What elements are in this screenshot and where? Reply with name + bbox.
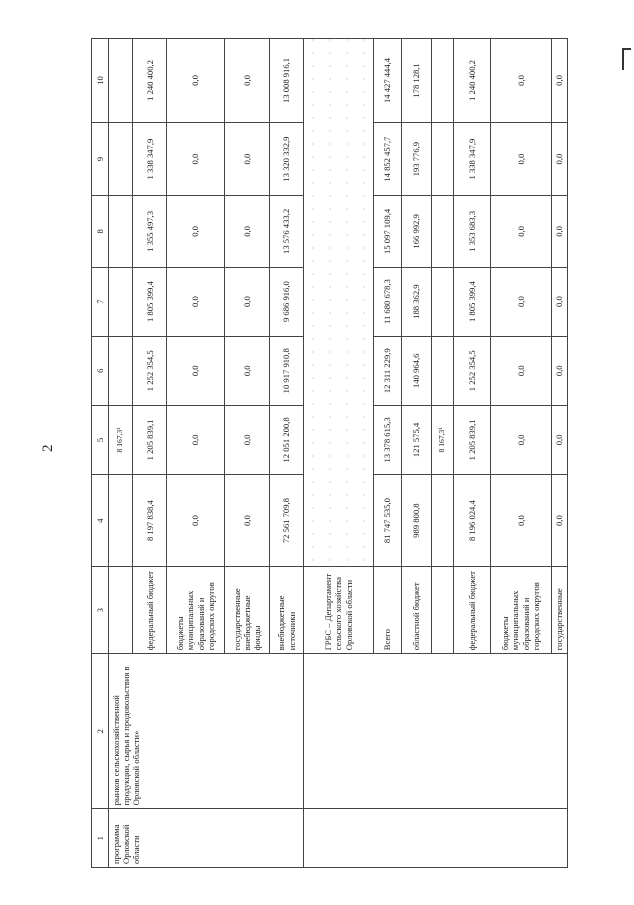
value-cell: 0,0	[225, 267, 270, 336]
value-cell: 1 252 354,5	[453, 336, 490, 405]
value-cell: 193 776,9	[402, 122, 432, 195]
value-cell	[431, 39, 453, 123]
value-cell: 8 167,3¹	[109, 405, 133, 474]
budget-table	[91, 38, 568, 868]
value-cell: 0,0	[225, 122, 270, 195]
value-cell: 8 167,3¹	[431, 405, 453, 474]
value-cell: 1 205 839,1	[453, 405, 490, 474]
value-cell: 1 205 839,1	[133, 405, 167, 474]
value-cell: 1 252 354,5	[133, 336, 167, 405]
header-row	[92, 39, 109, 868]
corner-mark	[622, 50, 624, 70]
empty-cell	[304, 809, 568, 868]
value-cell	[109, 122, 133, 195]
empty-cell	[304, 654, 568, 809]
value-cell: 0,0	[551, 122, 567, 195]
page-number: 2	[40, 444, 56, 452]
empty-cell	[304, 39, 373, 567]
source-cell: бюджеты муниципальных образований и городских округов	[167, 567, 225, 654]
value-cell: 0,0	[225, 196, 270, 267]
value-cell: 0,0	[490, 475, 551, 567]
source-cell: внебюджетные источники	[269, 567, 304, 654]
value-cell	[431, 196, 453, 267]
value-cell: 0,0	[490, 267, 551, 336]
value-cell	[109, 336, 133, 405]
header-cell: 7	[92, 267, 109, 336]
value-cell: 0,0	[225, 39, 270, 123]
value-cell: 13 378 615,3	[373, 405, 401, 474]
value-cell: 0,0	[490, 405, 551, 474]
value-cell: 0,0	[551, 405, 567, 474]
value-cell: 13 320 332,9	[269, 122, 304, 195]
value-cell: 166 992,9	[402, 196, 432, 267]
source-cell: государственные	[551, 567, 567, 654]
table-row	[109, 39, 133, 868]
value-cell: 140 964,6	[402, 336, 432, 405]
header-cell: 6	[92, 336, 109, 405]
table-row	[304, 39, 373, 868]
source-cell: Всего	[373, 567, 401, 654]
value-cell	[109, 475, 133, 567]
value-cell: 0,0	[167, 336, 225, 405]
value-cell: 0,0	[490, 39, 551, 123]
value-cell: 0,0	[551, 196, 567, 267]
header-cell: 1	[92, 809, 109, 868]
source-cell: государственные внебюджетные фонды	[225, 567, 270, 654]
value-cell: 11 680 678,3	[373, 267, 401, 336]
header-cell: 4	[92, 475, 109, 567]
value-cell: 1 353 683,3	[453, 196, 490, 267]
value-cell: 1 240 400,2	[453, 39, 490, 123]
value-cell: 0,0	[225, 475, 270, 567]
value-cell: 72 561 709,8	[269, 475, 304, 567]
value-cell: 0,0	[167, 196, 225, 267]
value-cell: 14 852 457,7	[373, 122, 401, 195]
value-cell: 0,0	[167, 122, 225, 195]
value-cell: 12 311 229,9	[373, 336, 401, 405]
value-cell: 1 805 399,4	[453, 267, 490, 336]
header-cell: 3	[92, 567, 109, 654]
source-cell	[109, 567, 133, 654]
value-cell: 81 747 535,0	[373, 475, 401, 567]
value-cell	[431, 475, 453, 567]
value-cell: 10 917 910,8	[269, 336, 304, 405]
source-cell: федеральный бюджет	[453, 567, 490, 654]
value-cell: 0,0	[225, 405, 270, 474]
value-cell: 1 338 347,9	[453, 122, 490, 195]
value-cell: 121 575,4	[402, 405, 432, 474]
header-cell: 5	[92, 405, 109, 474]
value-cell: 0,0	[490, 196, 551, 267]
source-cell: федеральный бюджет	[133, 567, 167, 654]
value-cell: 0,0	[551, 267, 567, 336]
value-cell: 0,0	[167, 405, 225, 474]
source-cell: областной бюджет	[402, 567, 432, 654]
value-cell: 13 576 433,2	[269, 196, 304, 267]
value-cell	[431, 122, 453, 195]
value-cell: 1 338 347,9	[133, 122, 167, 195]
header-cell: 9	[92, 122, 109, 195]
value-cell	[431, 336, 453, 405]
grbs-cell: ГРБС – Департамент сельского хозяйства Орловской области	[304, 567, 373, 654]
value-cell	[109, 267, 133, 336]
value-cell	[109, 39, 133, 123]
value-cell: 0,0	[167, 267, 225, 336]
rotated-table-container	[91, 38, 568, 868]
value-cell: 1 805 399,4	[133, 267, 167, 336]
value-cell: 178 128,1	[402, 39, 432, 123]
value-cell: 188 362,9	[402, 267, 432, 336]
value-cell	[109, 196, 133, 267]
value-cell: 0,0	[490, 122, 551, 195]
header-cell: 8	[92, 196, 109, 267]
value-cell: 8 197 838,4	[133, 475, 167, 567]
value-cell: 0,0	[551, 336, 567, 405]
value-cell: 0,0	[167, 39, 225, 123]
value-cell: 9 686 916,0	[269, 267, 304, 336]
header-cell: 2	[92, 654, 109, 809]
value-cell: 0,0	[167, 475, 225, 567]
value-cell: 0,0	[551, 39, 567, 123]
value-cell: 0,0	[490, 336, 551, 405]
program-name-cell: программа Орловской области	[109, 809, 304, 868]
value-cell: 15 097 109,4	[373, 196, 401, 267]
source-cell	[431, 567, 453, 654]
value-cell: 14 427 444,4	[373, 39, 401, 123]
value-cell: 13 008 916,1	[269, 39, 304, 123]
value-cell: 989 800,8	[402, 475, 432, 567]
value-cell: 12 051 200,8	[269, 405, 304, 474]
value-cell: 8 196 024,4	[453, 475, 490, 567]
value-cell: 0,0	[225, 336, 270, 405]
value-cell: 0,0	[551, 475, 567, 567]
source-cell: бюджеты муниципальных образований и городских округов	[490, 567, 551, 654]
value-cell	[431, 267, 453, 336]
program-description-cell: рынков сельскохозяйственной продукции, сырья и продовольствия в Орловской области»	[109, 654, 304, 809]
value-cell: 1 355 497,3	[133, 196, 167, 267]
value-cell: 1 240 400,2	[133, 39, 167, 123]
header-cell: 10	[92, 39, 109, 123]
